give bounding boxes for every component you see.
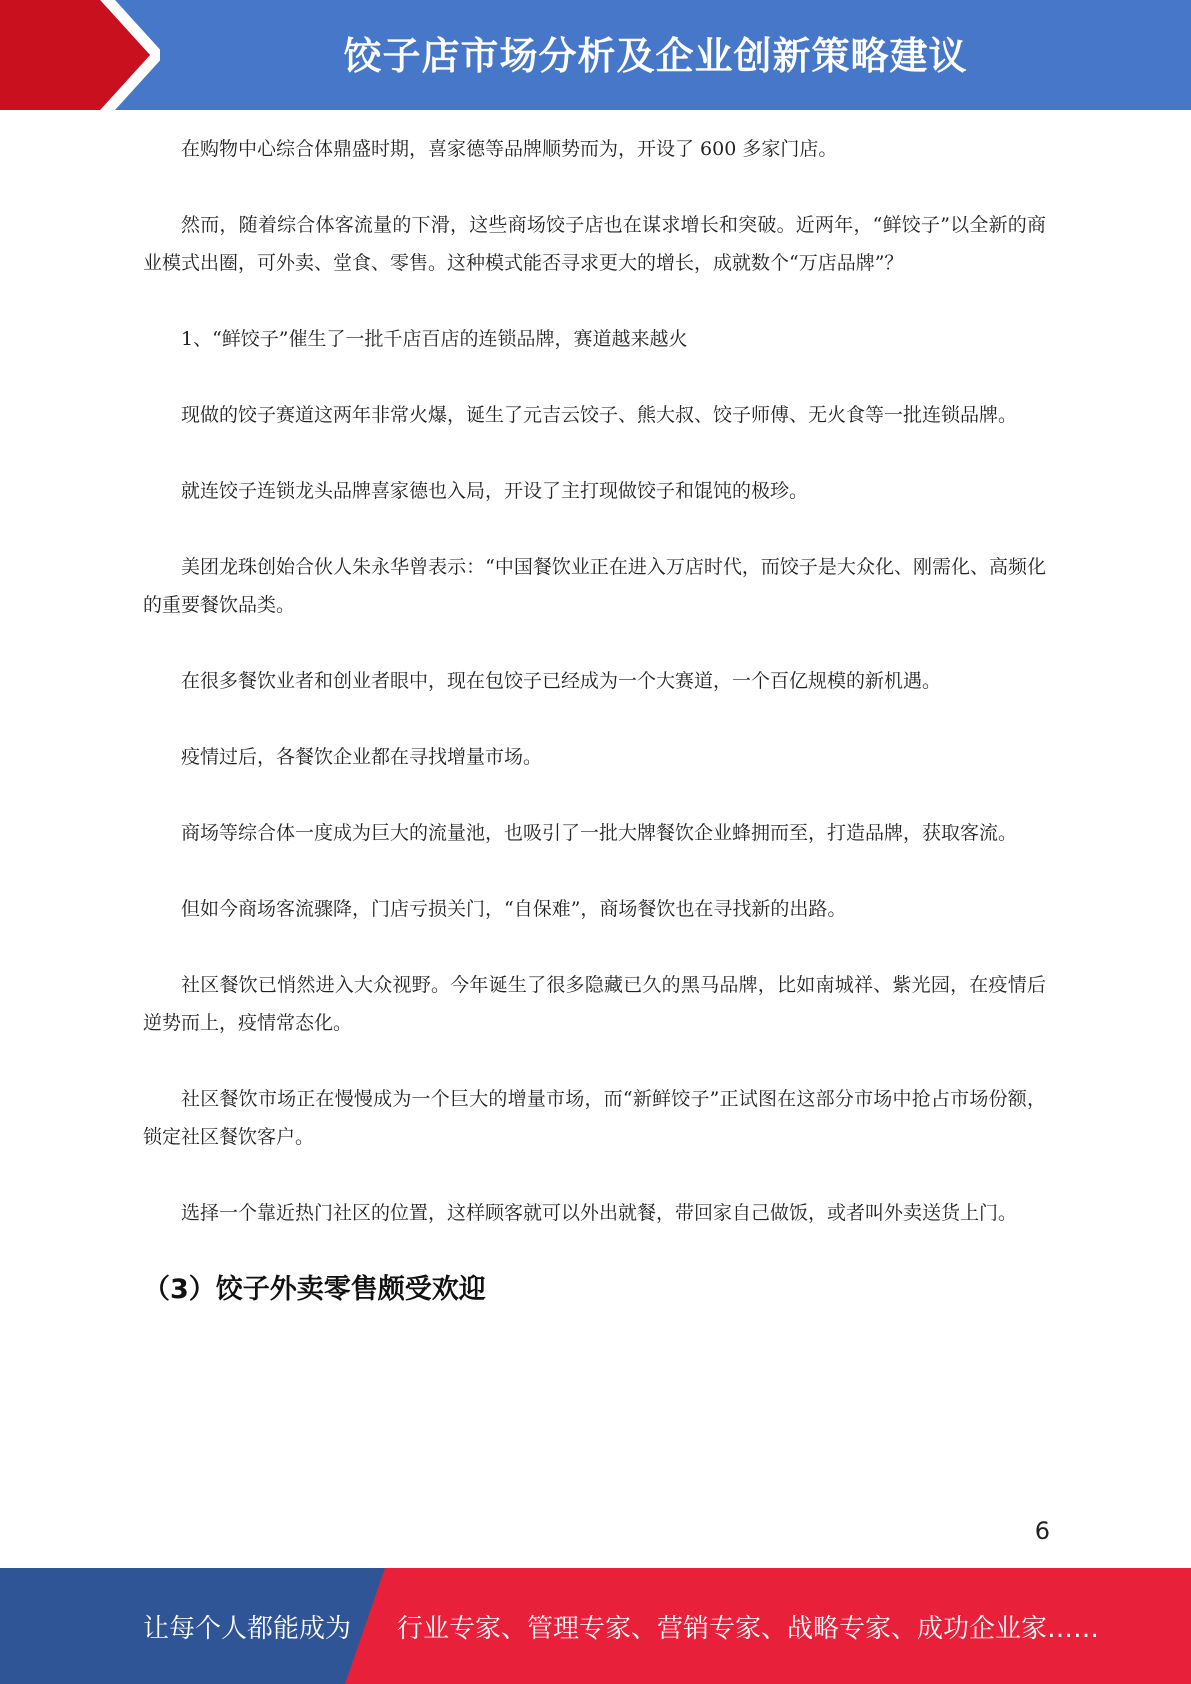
paragraph: 选择一个靠近热门社区的位置，这样顾客就可以外出就餐，带回家自己做饭，或者叫外卖送货上门。 <box>181 1202 1018 1224</box>
paragraph: 在很多餐饮业者和创业者眼中，现在包饺子已经成为一个大赛道，一个百亿规模的新机遇。 <box>181 670 942 692</box>
paragraph: 社区餐饮已悄然进入大众视野。今年诞生了很多隐藏已久的黑马品牌，比如南城祥、紫光园，在疫情后逆势而上，疫情常态化。 <box>143 974 1046 1034</box>
paragraph: 美团龙珠创始合伙人朱永华曾表示：“中国餐饮业正在进入万店时代，而饺子是大众化、刚需化、高频化的重要餐饮品类。 <box>143 556 1046 616</box>
paragraph: 但如今商场客流骤降，门店亏损关门，“自保难”，商场餐饮也在寻找新的出路。 <box>181 898 847 920</box>
paragraph: 疫情过后，各餐饮企业都在寻找增量市场。 <box>181 746 543 768</box>
paragraph: 商场等综合体一度成为巨大的流量池，也吸引了一批大牌餐饮企业蜂拥而至，打造品牌，获取客流。 <box>181 822 1018 844</box>
section-heading: （3）饺子外卖零售颇受欢迎 <box>143 1274 486 1305</box>
footer-slogan-right: 行业专家、管理专家、营销专家、战略专家、成功企业家…… <box>397 1613 1100 1644</box>
paragraph: 现做的饺子赛道这两年非常火爆，诞生了元吉云饺子、熊大叔、饺子师傅、无火食等一批连锁品牌。 <box>181 404 1018 426</box>
paragraph: 在购物中心综合体鼎盛时期，喜家德等品牌顺势而为，开设了 600 多家门店。 <box>181 138 838 160</box>
document-body <box>143 130 1046 1310</box>
footer-slogan-left: 让每个人都能成为 <box>143 1613 352 1644</box>
document-title: 饺子店市场分析及企业创新策略建议 <box>343 33 968 78</box>
paragraph: 就连饺子连锁龙头品牌喜家德也入局，开设了主打现做饺子和馄饨的极珍。 <box>181 480 809 502</box>
paragraph: 社区餐饮市场正在慢慢成为一个巨大的增量市场，而“新鲜饺子”正试图在这部分市场中抢占市场份额，锁定社区餐饮客户。 <box>143 1088 1046 1148</box>
page-number: 6 <box>1034 1517 1050 1545</box>
paragraph: 然而，随着综合体客流量的下滑，这些商场饺子店也在谋求增长和突破。近两年，“鲜饺子”以全新的商业模式出圈，可外卖、堂食、零售。这种模式能否寻求更大的增长，成就数个“万店品牌”？ <box>143 214 1046 274</box>
paragraph: 1、“鲜饺子”催生了一批千店百店的连锁品牌，赛道越来越火 <box>181 328 688 350</box>
page-header <box>0 0 1191 110</box>
red-chevron-decoration <box>0 0 160 110</box>
page-footer <box>0 1568 1191 1684</box>
